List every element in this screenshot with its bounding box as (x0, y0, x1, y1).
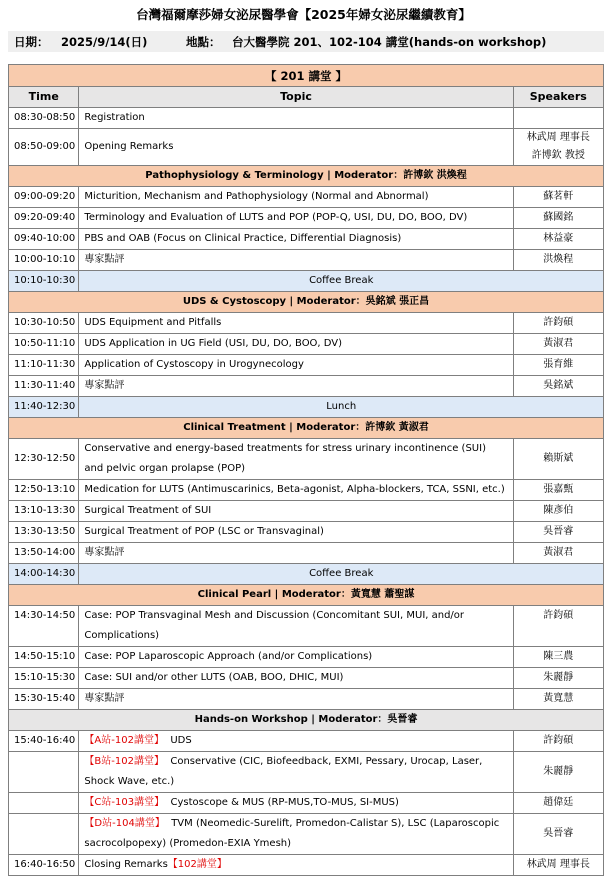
time-header: Time (9, 87, 79, 108)
station-label: 【B站-102講堂】 (84, 756, 164, 767)
time-cell: 10:00-10:10 (9, 250, 79, 271)
break-label: Coffee Break (79, 564, 604, 585)
speaker-cell: 許鈞碩 (513, 313, 603, 334)
time-cell: 10:30-10:50 (9, 313, 79, 334)
time-cell: 12:30-12:50 (9, 439, 79, 480)
topic-cell: Surgical Treatment of POP (LSC or Transvaginal) (79, 522, 513, 543)
station-label: 【C站-103講堂】 (84, 797, 165, 808)
speaker-cell: 張嘉甄 (513, 480, 603, 501)
speaker-cell: 黃淑君 (513, 543, 603, 564)
speaker-cell: 賴斯斌 (513, 439, 603, 480)
date-value: 2025/9/14(日) (61, 35, 148, 49)
time-cell: 12:50-13:10 (9, 480, 79, 501)
table-row (9, 731, 604, 752)
break-label: Lunch (79, 397, 604, 418)
time-cell: 08:50-09:00 (9, 129, 79, 166)
time-cell: 13:10-13:30 (9, 501, 79, 522)
topic-cell: PBS and OAB (Focus on Clinical Practice, Differential Diagnosis) (79, 229, 513, 250)
table-row (9, 543, 604, 564)
topic-cell: Application of Cystoscopy in Urogynecology (79, 355, 513, 376)
break-row (9, 397, 604, 418)
table-row (9, 129, 604, 166)
section-title: UDS & Cystoscopy | Moderator：吳銘斌 張正昌 (9, 292, 604, 313)
time-cell: 11:10-11:30 (9, 355, 79, 376)
table-row (9, 606, 604, 647)
speaker-cell: 許鈞碩 (513, 606, 603, 647)
table-row (9, 313, 604, 334)
time-cell: 15:10-15:30 (9, 668, 79, 689)
document-title: 台灣福爾摩莎婦女泌尿醫學會【2025年婦女泌尿繼續教育】 (136, 7, 471, 22)
topic-cell: Terminology and Evaluation of LUTS and POP (POP-Q, USI, DU, DO, BOO, DV) (79, 208, 513, 229)
speaker-cell: 許鈞碩 (513, 731, 603, 752)
table-row (9, 334, 604, 355)
time-cell: 14:30-14:50 (9, 606, 79, 647)
topic-cell: UDS Application in UG Field (USI, DU, DO, BOO, DV) (79, 334, 513, 355)
topic-cell: Case: SUI and/or other LUTS (OAB, BOO, DHIC, MUI) (79, 668, 513, 689)
section-header-row (9, 585, 604, 606)
table-row (9, 480, 604, 501)
topic-cell: Registration (79, 108, 513, 129)
topic-cell (79, 731, 513, 752)
table-row (9, 855, 604, 876)
speaker-cell (513, 129, 603, 166)
station-topic: TVM (Neomedic-Surelift, Promedon-Calistar S), LSC (Laparoscopic sacrocolpopexy) (Promedon-EXIA Ymesh) (84, 818, 500, 849)
table-row (9, 439, 604, 480)
speaker-cell (513, 108, 603, 129)
topic-cell: 專家點評 (79, 250, 513, 271)
table-row (9, 522, 604, 543)
section-title: Pathophysiology & Terminology | Moderator：許博欽 洪煥程 (9, 166, 604, 187)
break-label: Coffee Break (79, 271, 604, 292)
speaker-cell: 黃寬慧 (513, 689, 603, 710)
date-label: 日期： (14, 35, 49, 49)
speaker-cell: 黃淑君 (513, 334, 603, 355)
time-cell: 11:30-11:40 (9, 376, 79, 397)
time-cell (9, 793, 79, 814)
info-bar (8, 31, 604, 52)
speaker-cell: 朱麗靜 (513, 752, 603, 793)
section-header-row (9, 166, 604, 187)
schedule-table (8, 64, 604, 876)
time-cell: 14:50-15:10 (9, 647, 79, 668)
table-row (9, 689, 604, 710)
venue-label: 地點： (186, 35, 221, 49)
section-header-row (9, 710, 604, 731)
time-cell: 14:00-14:30 (9, 564, 79, 585)
speaker-name: 林武周 理事長 (526, 132, 590, 143)
station-label: 【A站-102講堂】 (84, 735, 164, 746)
time-cell: 09:40-10:00 (9, 229, 79, 250)
speaker-cell: 蘇國銘 (513, 208, 603, 229)
speaker-cell: 林武周 理事長 (513, 855, 603, 876)
speaker-cell: 蘇茗軒 (513, 187, 603, 208)
table-row (9, 814, 604, 855)
topic-cell: Case: POP Laparoscopic Approach (and/or Complications) (79, 647, 513, 668)
speaker-cell: 林益豪 (513, 229, 603, 250)
table-row (9, 208, 604, 229)
topic-cell (79, 752, 513, 793)
time-cell: 13:50-14:00 (9, 543, 79, 564)
speaker-cell: 張育維 (513, 355, 603, 376)
speaker-cell: 趙偉廷 (513, 793, 603, 814)
time-cell: 13:30-13:50 (9, 522, 79, 543)
topic-cell: UDS Equipment and Pitfalls (79, 313, 513, 334)
table-row (9, 229, 604, 250)
speaker-cell: 朱麗靜 (513, 668, 603, 689)
station-topic: Conservative (CIC, Biofeedback, EXMI, Pessary, Urocap, Laser, Shock Wave, etc.) (84, 756, 483, 787)
speaker-cell: 吳晉睿 (513, 522, 603, 543)
speaker-cell: 陳三農 (513, 647, 603, 668)
time-cell (9, 752, 79, 793)
time-cell: 15:40-16:40 (9, 731, 79, 752)
time-cell: 08:30-08:50 (9, 108, 79, 129)
topic-cell: 專家點評 (79, 689, 513, 710)
speaker-cell: 陳彥伯 (513, 501, 603, 522)
station-topic: UDS (170, 735, 192, 746)
speaker-cell: 吳銘斌 (513, 376, 603, 397)
table-row (9, 187, 604, 208)
topic-cell (79, 814, 513, 855)
section-title: Clinical Treatment | Moderator：許博欽 黃淑君 (9, 418, 604, 439)
venue-value: 台大醫學院 201、102-104 講堂(hands-on workshop) (232, 35, 547, 49)
topic-cell: Case: POP Transvaginal Mesh and Discussion (Concomitant SUI, MUI, and/or Complications) (79, 606, 513, 647)
table-row (9, 501, 604, 522)
topic-cell: Surgical Treatment of SUI (79, 501, 513, 522)
station-label: 【102講堂】 (167, 859, 227, 870)
section-header-row (9, 292, 604, 313)
section-title: Clinical Pearl | Moderator：黃寬慧 蕭聖謀 (9, 585, 604, 606)
room-header-row (9, 65, 604, 87)
section-header-row (9, 418, 604, 439)
speakers-header: Speakers (513, 87, 603, 108)
table-row (9, 647, 604, 668)
time-cell: 16:40-16:50 (9, 855, 79, 876)
time-cell: 10:10-10:30 (9, 271, 79, 292)
table-row (9, 752, 604, 793)
speaker-name: 許博欽 教授 (531, 150, 585, 161)
topic-cell: Conservative and energy-based treatments for stress urinary incontinence (SUI) and pelvic organ prolapse (POP) (79, 439, 513, 480)
break-row (9, 564, 604, 585)
topic-cell: 專家點評 (79, 543, 513, 564)
section-title: Hands-on Workshop | Moderator：吳晉睿 (9, 710, 604, 731)
time-cell: 09:00-09:20 (9, 187, 79, 208)
speaker-cell: 吳晉睿 (513, 814, 603, 855)
speaker-cell: 洪煥程 (513, 250, 603, 271)
closing-topic: Closing Remarks (84, 859, 168, 870)
table-row (9, 250, 604, 271)
time-cell: 11:40-12:30 (9, 397, 79, 418)
time-cell: 09:20-09:40 (9, 208, 79, 229)
room-title: 【 201 講堂 】 (9, 65, 604, 87)
time-cell (9, 814, 79, 855)
break-row (9, 271, 604, 292)
table-row (9, 668, 604, 689)
table-row (9, 793, 604, 814)
topic-cell (79, 855, 513, 876)
column-header-row (9, 87, 604, 108)
table-row (9, 355, 604, 376)
time-cell: 15:30-15:40 (9, 689, 79, 710)
station-topic: Cystoscope & MUS (RP-MUS,TO-MUS, SI-MUS) (170, 797, 399, 808)
topic-cell: Micturition, Mechanism and Pathophysiology (Normal and Abnormal) (79, 187, 513, 208)
topic-cell: Opening Remarks (79, 129, 513, 166)
table-row (9, 108, 604, 129)
station-label: 【D站-104講堂】 (84, 818, 165, 829)
topic-header: Topic (79, 87, 513, 108)
topic-cell: 專家點評 (79, 376, 513, 397)
time-cell: 10:50-11:10 (9, 334, 79, 355)
table-row (9, 376, 604, 397)
topic-cell: Medication for LUTS (Antimuscarinics, Beta-agonist, Alpha-blockers, TCA, SSNI, etc.) (79, 480, 513, 501)
topic-cell (79, 793, 513, 814)
